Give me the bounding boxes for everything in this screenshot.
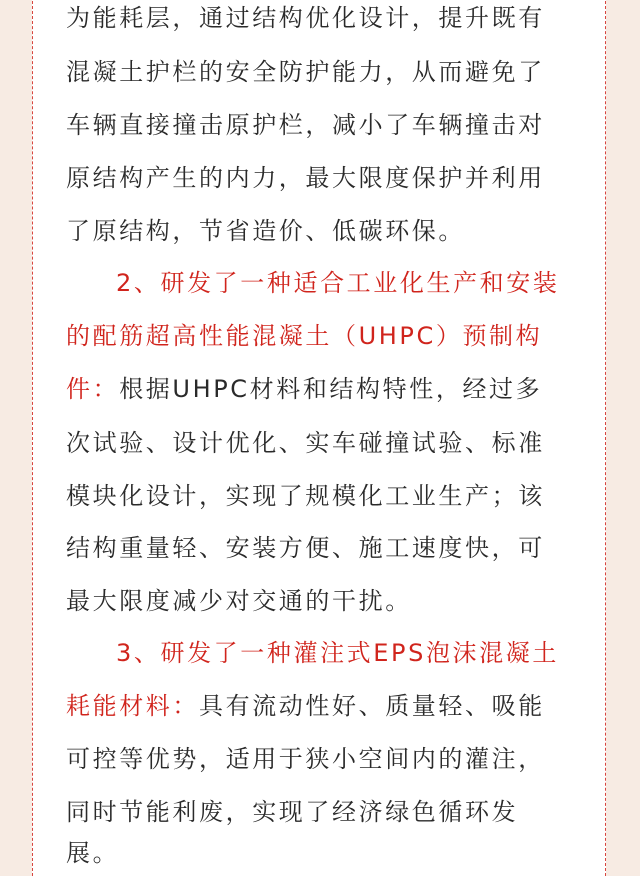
- text-span: 具有流动性好、质量轻、吸能: [199, 692, 545, 720]
- text-line: 混凝土护栏的安全防护能力，从而避免了: [66, 58, 545, 86]
- text-line: 展。: [66, 839, 120, 867]
- section-heading: 的配筋超高性能混凝土（UHPC）预制构: [66, 322, 543, 350]
- text-line: 原结构产生的内力，最大限度保护并利用: [66, 164, 545, 192]
- text-line: 模块化设计，实现了规模化工业生产；该: [66, 482, 545, 510]
- section-heading-tail: 耗能材料：: [66, 692, 199, 720]
- text-line: 可控等优势，适用于狭小空间内的灌注，: [66, 745, 545, 773]
- text-span: 根据UHPC材料和结构特性，经过多: [119, 375, 543, 403]
- section-heading: 3、研发了一种灌注式EPS泡沫混凝土: [116, 639, 559, 667]
- text-line: [66, 372, 542, 406]
- text-line: 同时节能利废，实现了经济绿色循环发: [66, 798, 519, 826]
- text-line: 最大限度减少对交通的干扰。: [66, 587, 412, 615]
- text-line: [66, 689, 545, 723]
- text-line: 了原结构，节省造价、低碳环保。: [66, 217, 465, 245]
- text-line: 为能耗层，通过结构优化设计，提升既有: [66, 4, 545, 32]
- section-heading: 2、研发了一种适合工业化生产和安装: [116, 269, 560, 297]
- text-line: 次试验、设计优化、实车碰撞试验、标准: [66, 429, 545, 457]
- section-heading-tail: 件：: [66, 375, 120, 403]
- text-line: 结构重量轻、安装方便、施工速度快，可: [66, 534, 545, 562]
- text-line: 车辆直接撞击原护栏，减小了车辆撞击对: [66, 111, 545, 139]
